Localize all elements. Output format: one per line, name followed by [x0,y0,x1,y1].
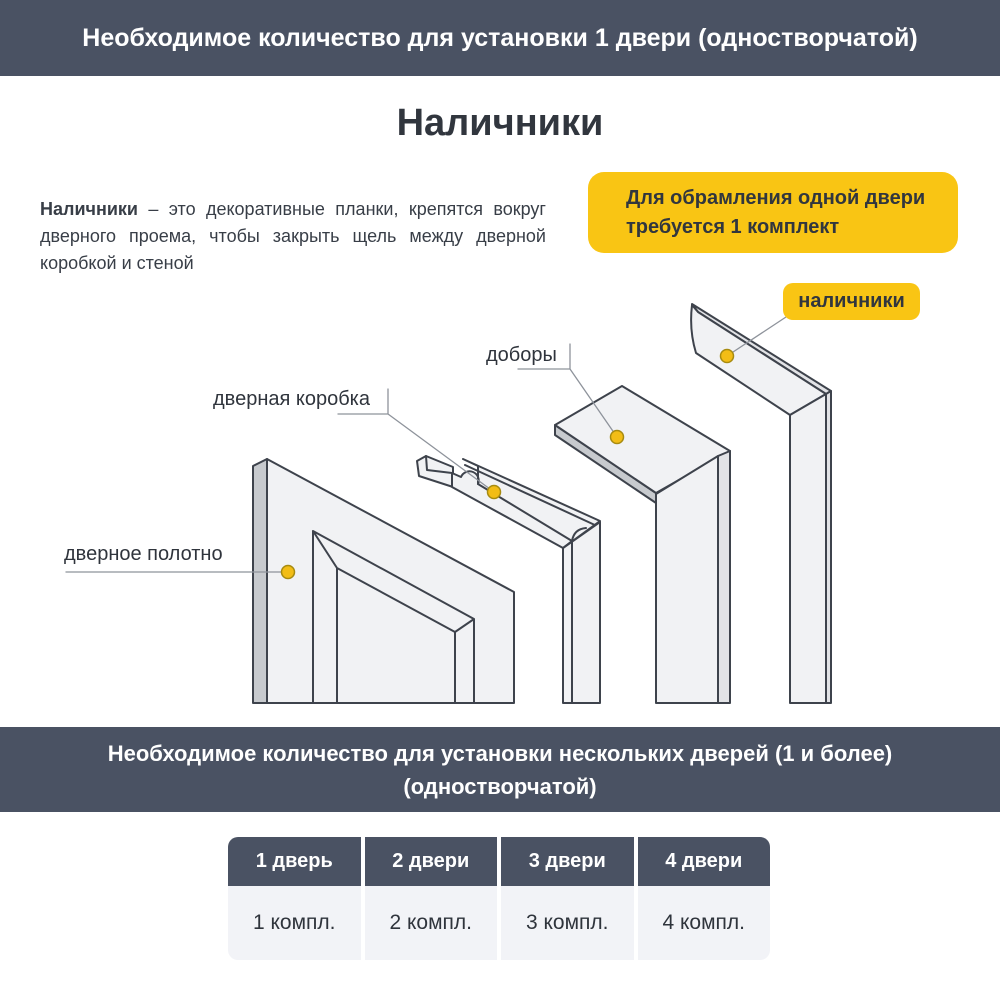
table-body-row [228,886,770,960]
frame-label: дверная коробка [213,388,370,410]
leaf-label: дверное полотно [64,543,223,565]
bottom-banner [0,727,1000,812]
casing-label: наличники [783,283,920,320]
table-value-cell: 2 компл. [365,886,498,960]
kit-callout-line2: требуется 1 комплект [626,215,840,238]
table-value-cell: 4 компл. [638,886,771,960]
kit-callout-line1: Для обрамления одной двери [626,186,926,209]
description-text: – это декоративные планки, крепятся вокруг дверного проема, чтобы закрыть щель между дверной коробкой и стеной [40,199,546,273]
bottom-banner-line2: (одностворчатой) [403,773,597,799]
top-banner-text: Необходимое количество для установки 1 двери (одностворчатой) [82,23,918,52]
table-header-cell: 3 двери [501,837,634,886]
table-value-cell: 1 компл. [228,886,361,960]
table-header-cell: 2 двери [365,837,498,886]
frame-marker-dot [488,486,501,499]
extensions-label: доборы [486,344,557,366]
table-header-cell: 1 дверь [228,837,361,886]
casing-marker-dot [721,350,734,363]
table-header-cell: 4 двери [638,837,771,886]
leaf-marker-dot [282,566,295,579]
quantity-table [228,837,770,960]
bottom-banner-line1: Необходимое количество для установки нескольких дверей (1 и более) [107,740,893,766]
extensions-marker-dot [611,431,624,444]
page-title: Наличники [396,102,604,144]
table-header-row [228,837,770,886]
description-term: Наличники [40,199,138,219]
table-value-cell: 3 компл. [501,886,634,960]
